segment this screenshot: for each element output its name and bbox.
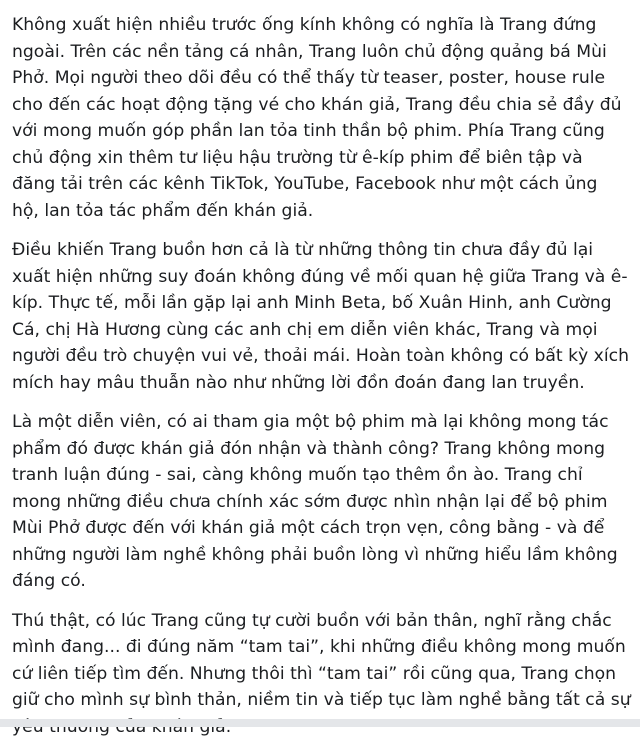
text-line: kíp. Thực tế, mỗi lần gặp lại anh Minh Beta, bố Xuân Hinh, anh Cường (12, 290, 628, 317)
text-line: đăng tải trên các kênh TikTok, YouTube, Facebook như một cách ủng (12, 171, 628, 198)
text-line: chủ động xin thêm tư liệu hậu trường từ ê-kíp phim để biên tập và (12, 145, 628, 172)
text-line: phẩm đó được khán giả đón nhận và thành công? Trang không mong (12, 436, 628, 463)
text-line: tranh luận đúng - sai, càng không muốn tạo thêm ồn ào. Trang chỉ (12, 462, 628, 489)
text-line: người đều trò chuyện vui vẻ, thoải mái. Hoàn toàn không có bất kỳ xích (12, 343, 628, 370)
text-line: Cá, chị Hà Hương cùng các anh chị em diễn viên khác, Trang và mọi (12, 317, 628, 344)
text-line: hộ, lan tỏa tác phẩm đến khán giả. (12, 198, 628, 225)
text-line: Không xuất hiện nhiều trước ống kính không có nghĩa là Trang đứng (12, 12, 628, 39)
text-line: Thú thật, có lúc Trang cũng tự cười buồn với bản thân, nghĩ rằng chắc (12, 608, 628, 635)
text-line: cứ liên tiếp tìm đến. Nhưng thôi thì “tam tai” rồi cũng qua, Trang chọn (12, 661, 628, 688)
text-line: Điều khiến Trang buồn hơn cả là từ những thông tin chưa đầy đủ lại (12, 237, 628, 264)
text-line: với mong muốn góp phần lan tỏa tinh thần bộ phim. Phía Trang cũng (12, 118, 628, 145)
text-line: Phở. Mọi người theo dõi đều có thể thấy từ teaser, poster, house rule (12, 65, 628, 92)
text-line: mong những điều chưa chính xác sớm được nhìn nhận lại để bộ phim (12, 489, 628, 516)
text-line: giữ cho mình sự bình thản, niềm tin và tiếp tục làm nghề bằng tất cả sự (12, 687, 628, 714)
text-line: cho đến các hoạt động tặng vé cho khán giả, Trang đều chia sẻ đầy đủ (12, 92, 628, 119)
text-line: xuất hiện những suy đoán không đúng về mối quan hệ giữa Trang và ê- (12, 264, 628, 291)
text-line: ngoài. Trên các nền tảng cá nhân, Trang luôn chủ động quảng bá Mùi (12, 39, 628, 66)
post-paragraph-2 (12, 237, 628, 396)
post-paragraph-3 (12, 409, 628, 595)
text-line: Mùi Phở được đến với khán giả một cách trọn vẹn, công bằng - và để (12, 515, 628, 542)
text-line: đáng có. (12, 568, 628, 595)
post-bottom-divider (0, 719, 640, 727)
post-paragraph-1 (12, 12, 628, 224)
text-line: những người làm nghề không phải buồn lòng vì những hiểu lầm không (12, 542, 628, 569)
text-line: Là một diễn viên, có ai tham gia một bộ phim mà lại không mong tác (12, 409, 628, 436)
text-line: mình đang... đi đúng năm “tam tai”, khi những điều không mong muốn (12, 634, 628, 661)
text-line: mích hay mâu thuẫn nào như những lời đồn đoán đang lan truyền. (12, 370, 628, 397)
